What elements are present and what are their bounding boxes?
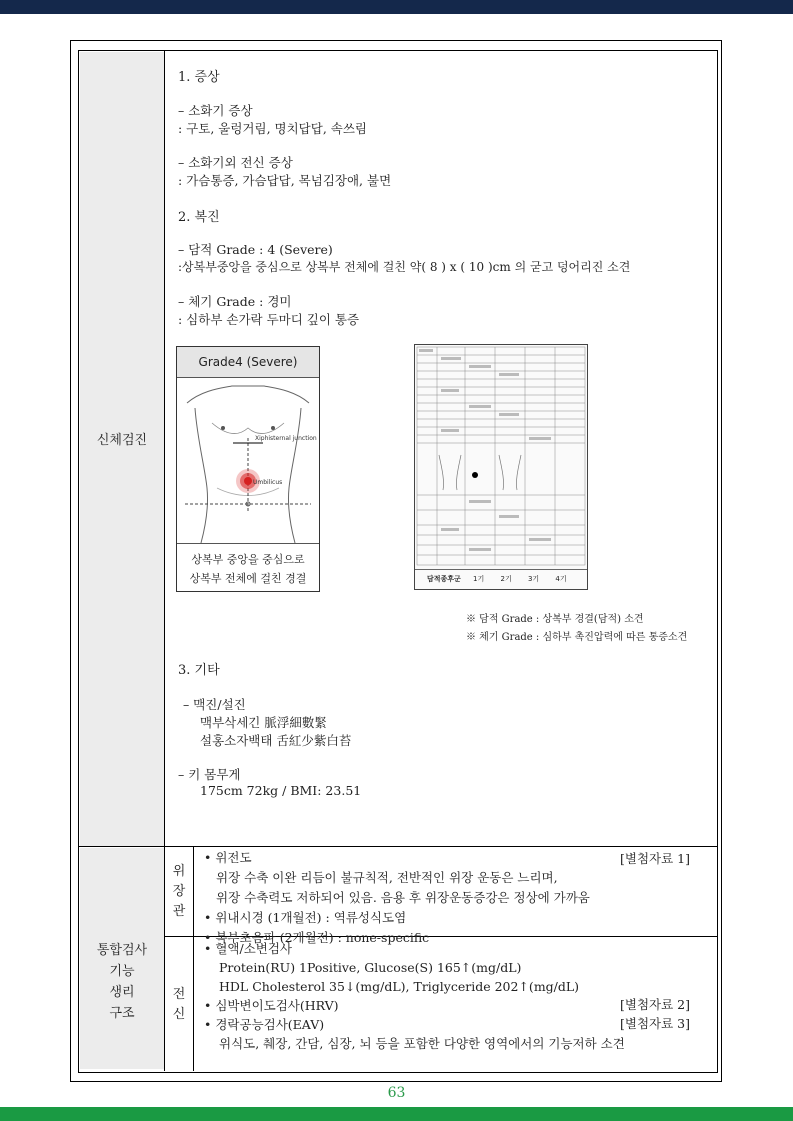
stomach-list: [204, 848, 590, 948]
symptoms-heading: 1. 증상: [178, 70, 220, 85]
side-char: 장: [172, 884, 186, 899]
section-label-line: 기능: [109, 964, 135, 979]
form-option-4: 4기: [555, 575, 567, 583]
section-label-physical: 신체검진: [96, 433, 148, 448]
systemic-list: [204, 939, 625, 1053]
form-option-1: 1기: [473, 575, 485, 583]
systemic-item-blood: • 혈액/소변검사: [204, 941, 293, 956]
form-option-3: 3기: [527, 575, 540, 583]
bottom-footer-bar: [0, 1107, 793, 1121]
body-title: – 키 몸무게: [178, 767, 241, 782]
systemic-line: HDL Cholesterol 35↓(mg/dL), Triglyceride 202↑(mg/dL): [219, 979, 580, 994]
form-row-label: 담적종후군: [427, 575, 461, 583]
systemic-item-hrv: • 심박변이도검사(HRV): [204, 998, 339, 1013]
abdomen-diagram: [176, 346, 320, 592]
abdominal-heading: 2. 복진: [178, 210, 220, 225]
systemic-line: 위식도, 췌장, 간담, 심장, 뇌 등을 포함한 다양한 영역에서의 기능저하 소견: [219, 1036, 625, 1051]
damjeok-title: – 담적 Grade : 4 (Severe): [178, 242, 333, 257]
pulse-title: – 맥진/설진: [183, 697, 246, 712]
appendix-ref-2: [별첨자료 2]: [620, 997, 690, 1012]
column-divider: [164, 50, 165, 1071]
caption-line: 상복부 전체에 걸친 경결: [189, 572, 307, 585]
digestive-detail: : 구토, 울렁거림, 명치답답, 속쓰림: [178, 121, 368, 136]
form-grid: [415, 345, 587, 567]
diagram-header: Grade4 (Severe): [177, 347, 319, 378]
section-label-function: [80, 940, 164, 1024]
side-char: 관: [172, 904, 186, 919]
digestive-title: – 소화기 증상: [178, 103, 253, 118]
xiphisternal-label: Xiphisternal junction: [255, 435, 317, 442]
stomach-item-egg: • 위전도: [204, 850, 252, 865]
form-option-2: 2기: [500, 575, 512, 583]
caption-line: 상복부 중앙을 중심으로: [191, 553, 305, 566]
body-detail: 175cm 72kg / BMI: 23.51: [200, 783, 362, 798]
tongue-detail: 설홍소자백태 舌紅少紫白苔: [200, 733, 352, 748]
side-char: 신: [172, 1007, 186, 1022]
stomach-side-label: [171, 862, 187, 922]
note-chegi: ※ 체기 Grade : 심하부 촉진압력에 따른 통증소견: [466, 632, 688, 643]
systemic-side-label: [171, 985, 187, 1025]
section-label-line: 생리: [109, 985, 135, 1000]
stomach-line: 위장 수축력도 저하되어 있음. 음용 후 위장운동증강은 정상에 가까움: [216, 890, 590, 905]
pulse-detail: 맥부삭세긴 脈浮細數緊: [200, 715, 327, 730]
form-grade-row: [415, 569, 587, 588]
exam-form-thumbnail: [414, 344, 588, 590]
systemic-line: Protein(RU) 1Positive, Glucose(S) 165↑(mg/dL): [219, 960, 522, 975]
top-header-bar: [0, 0, 793, 14]
damjeok-detail: :상복부중앙을 중심으로 상복부 전체에 걸친 약( 8 ) x ( 10 )cm 의 굳고 덩어리진 소견: [178, 260, 631, 274]
umbilicus-label: Umbilicus: [253, 479, 283, 486]
section-label-line: 구조: [109, 1006, 135, 1021]
subcolumn-divider: [193, 847, 194, 1071]
etc-heading: 3. 기타: [178, 663, 220, 678]
systemic-item-eav: • 경락공능검사(EAV): [204, 1017, 325, 1032]
note-damjeok: ※ 담적 Grade : 상복부 경결(담적) 소견: [466, 614, 644, 625]
stomach-line: 위장 수축 이완 리듬이 불규칙적, 전반적인 위장 운동은 느리며,: [216, 870, 558, 885]
chegi-detail: : 심하부 손가락 두마디 깊이 통증: [178, 312, 360, 327]
systemic-symptom-detail: : 가슴통증, 가슴답답, 목넘김장애, 불면: [178, 173, 392, 188]
systemic-symptom-title: – 소화기외 전신 증상: [178, 155, 293, 170]
chegi-title: – 체기 Grade : 경미: [178, 294, 292, 309]
section-label-line: 통합검사: [96, 943, 148, 958]
torso-illustration: [177, 378, 319, 544]
row-divider: [78, 846, 718, 847]
appendix-ref-1: [별첨자료 1]: [620, 851, 690, 866]
side-char: 위: [172, 864, 186, 879]
page-number: 63: [387, 1085, 406, 1101]
stomach-item-ultrasound: • 복부초음파 (2개월전) : none-specific: [204, 930, 430, 945]
appendix-ref-3: [별첨자료 3]: [620, 1016, 690, 1031]
side-char: 전: [172, 987, 186, 1002]
stomach-item-endoscopy: • 위내시경 (1개월전) : 역류성식도염: [204, 910, 407, 925]
diagram-caption: [177, 543, 319, 588]
